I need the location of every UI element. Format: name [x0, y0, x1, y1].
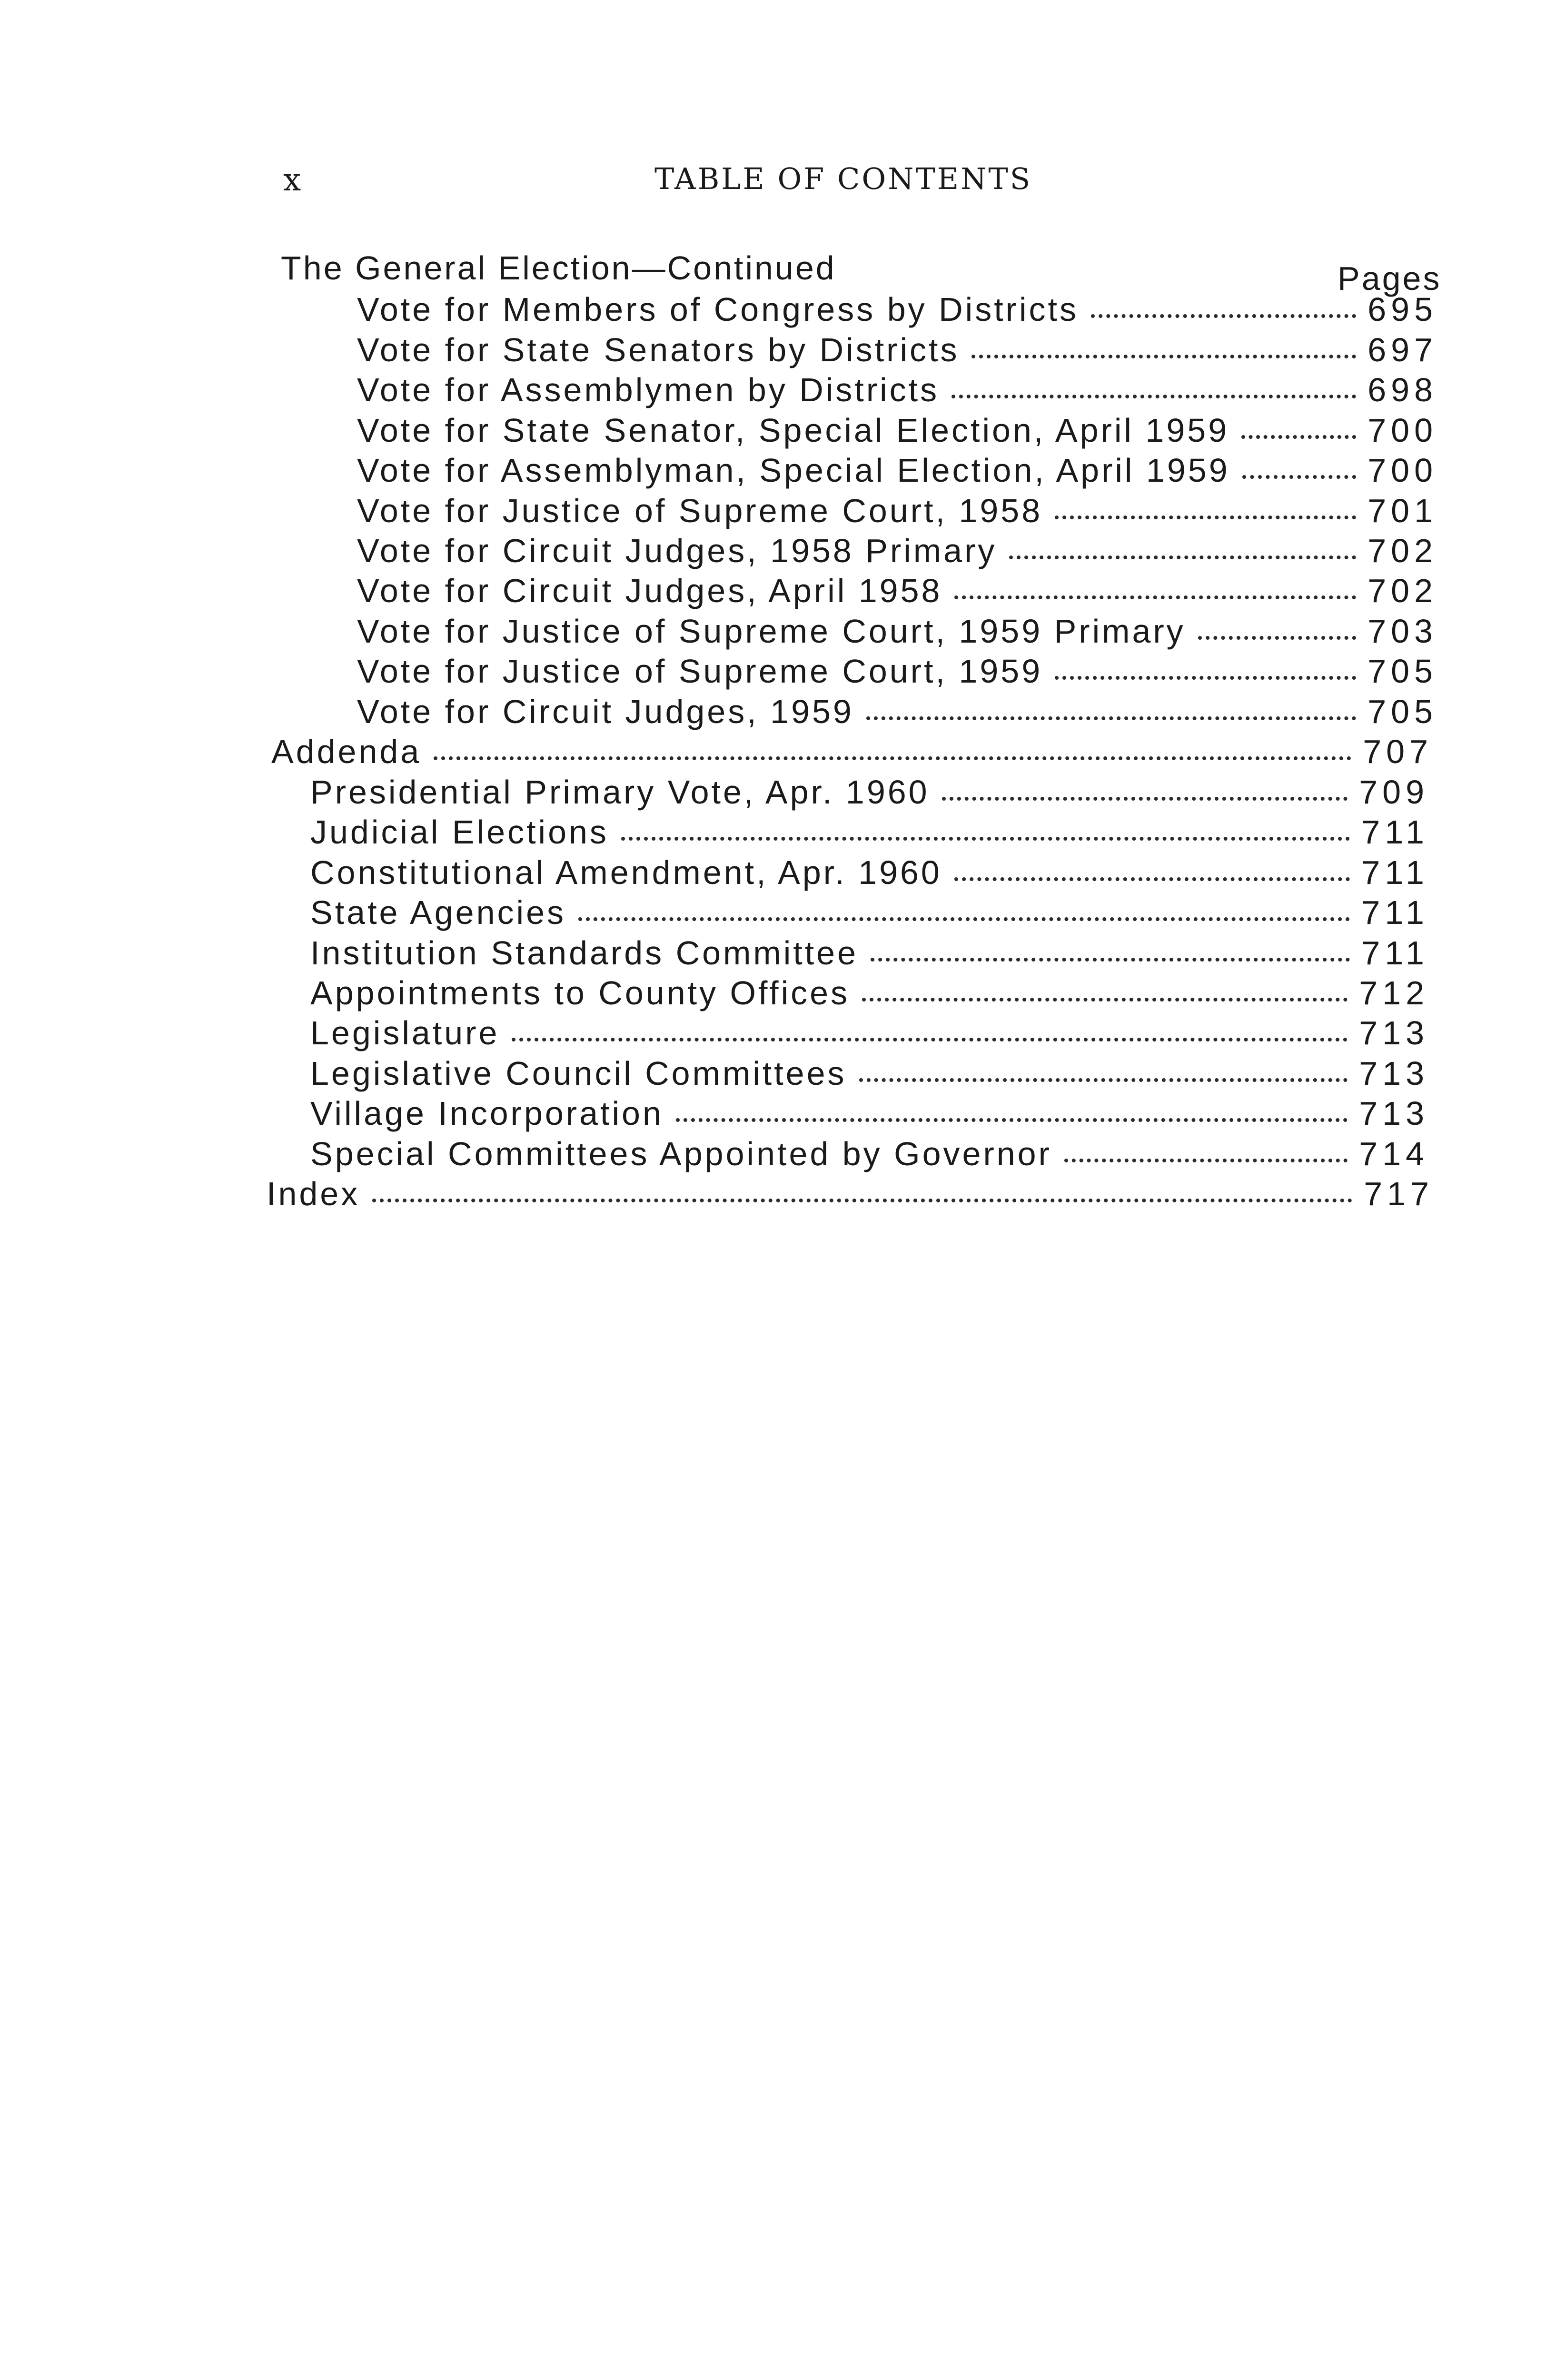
dot-leader [859, 1078, 1348, 1082]
toc-entry-page: 705 [1368, 653, 1437, 690]
toc-entry-page: 712 [1359, 974, 1429, 1012]
dot-leader [578, 917, 1350, 921]
toc-entry [357, 293, 1437, 333]
toc-entry [310, 1137, 1429, 1177]
dot-leader [862, 998, 1348, 1002]
dot-leader [1241, 435, 1356, 439]
toc-entry-label: Legislative Council Committees [310, 1055, 847, 1092]
toc-entry-label: Vote for State Senator, Special Election, April 1959 [357, 412, 1229, 449]
toc-entry-label: Vote for Justice of Supreme Court, 1959 Primary [357, 613, 1186, 650]
toc-entry [310, 856, 1429, 896]
dot-leader [954, 595, 1356, 599]
toc-entry [310, 936, 1429, 976]
toc-entry [357, 654, 1437, 694]
toc-entry-page: 700 [1368, 452, 1437, 489]
toc-entry-label: Vote for Circuit Judges, 1958 Primary [357, 532, 997, 569]
toc-entry-page: 705 [1368, 693, 1437, 730]
toc-entry-label: Legislature [310, 1014, 500, 1051]
toc-entry [310, 1016, 1429, 1056]
dot-leader [1055, 676, 1356, 680]
running-head: TABLE OF CONTENTS [654, 161, 1032, 196]
toc-entry-page: 707 [1363, 733, 1433, 770]
section-heading: The General Election—Continued [281, 249, 836, 287]
dot-leader [1064, 1159, 1348, 1162]
toc-entry-label: Addenda [271, 733, 422, 770]
toc-entry-addenda [271, 735, 1433, 775]
toc-entry-page: 701 [1368, 492, 1437, 529]
toc-entry-label: Vote for State Senators by Districts [357, 331, 960, 368]
toc-entry-page: 702 [1368, 532, 1437, 569]
toc-entry-label: Vote for Members of Congress by Districts [357, 291, 1079, 328]
toc-entry-page: 711 [1361, 894, 1429, 931]
toc-entry [310, 775, 1429, 815]
toc-entry-page: 697 [1368, 331, 1437, 368]
toc-entry-label: Special Committees Appointed by Governor [310, 1135, 1052, 1172]
toc-entry-label: Index [267, 1175, 360, 1212]
toc-entry-page: 713 [1359, 1055, 1429, 1092]
toc-entry [310, 815, 1429, 855]
toc-entry [310, 1097, 1429, 1137]
toc-entry-label: Constitutional Amendment, Apr. 1960 [310, 854, 942, 891]
toc-entry-page: 698 [1368, 371, 1437, 408]
dot-leader [1055, 516, 1356, 519]
toc-entry-label: Vote for Assemblyman, Special Election, April 1959 [357, 452, 1230, 489]
dot-leader [951, 395, 1356, 398]
toc-entry-page: 711 [1361, 813, 1429, 851]
dot-leader [1242, 475, 1357, 479]
dot-leader [512, 1038, 1348, 1041]
page-number: x [283, 161, 301, 198]
toc-entry-label: State Agencies [310, 894, 566, 931]
toc-entry-page: 695 [1368, 291, 1437, 328]
toc-entry-page: 703 [1368, 613, 1437, 650]
toc-entry [310, 976, 1429, 1016]
dot-leader [1091, 314, 1356, 318]
dot-leader [434, 756, 1351, 760]
toc-entry-page: 717 [1364, 1175, 1434, 1212]
dot-leader [871, 958, 1350, 962]
toc-entry-label: Presidential Primary Vote, Apr. 1960 [310, 774, 930, 811]
pages-column-heading: Pages [1338, 260, 1442, 297]
dot-leader [954, 877, 1350, 881]
toc-entry-label: Vote for Circuit Judges, 1959 [357, 693, 854, 730]
toc-entry-label: Vote for Assemblymen by Districts [357, 371, 940, 408]
dot-leader [372, 1199, 1352, 1202]
toc-entry-index [267, 1177, 1434, 1217]
toc-entry-label: Institution Standards Committee [310, 934, 859, 972]
toc-entry [357, 574, 1437, 614]
toc-entry-page: 700 [1368, 412, 1437, 449]
dot-leader [1198, 636, 1357, 640]
toc-entry [310, 896, 1429, 936]
toc-entry-page: 713 [1359, 1095, 1429, 1132]
toc-entry [357, 615, 1437, 654]
toc-entry-page: 711 [1361, 854, 1429, 891]
toc-entry-label: Judicial Elections [310, 813, 609, 851]
dot-leader [621, 837, 1350, 841]
toc-entry [357, 534, 1437, 574]
toc-entry-page: 702 [1368, 572, 1437, 609]
toc-entry-page: 711 [1361, 934, 1429, 972]
toc-entry-label: Village Incorporation [310, 1095, 664, 1132]
dot-leader [676, 1118, 1348, 1122]
toc-entry [357, 695, 1437, 735]
toc-entry [357, 333, 1437, 373]
toc-entry-page: 709 [1359, 774, 1429, 811]
toc-entry-label: Vote for Justice of Supreme Court, 1958 [357, 492, 1043, 529]
toc-entry-label: Vote for Circuit Judges, April 1958 [357, 572, 942, 609]
toc-entry [357, 494, 1437, 534]
toc-entry-label: Vote for Justice of Supreme Court, 1959 [357, 653, 1043, 690]
toc-entry-label: Appointments to County Offices [310, 974, 850, 1012]
toc-entry [357, 454, 1437, 494]
dot-leader [866, 716, 1356, 720]
dot-leader [942, 797, 1348, 801]
toc-entry [310, 1057, 1429, 1097]
dot-leader [971, 355, 1356, 358]
dot-leader [1009, 555, 1356, 559]
toc-entry-page: 714 [1359, 1135, 1429, 1172]
toc-entry [357, 373, 1437, 413]
toc-entry-page: 713 [1359, 1014, 1429, 1051]
toc-entry [357, 414, 1437, 454]
